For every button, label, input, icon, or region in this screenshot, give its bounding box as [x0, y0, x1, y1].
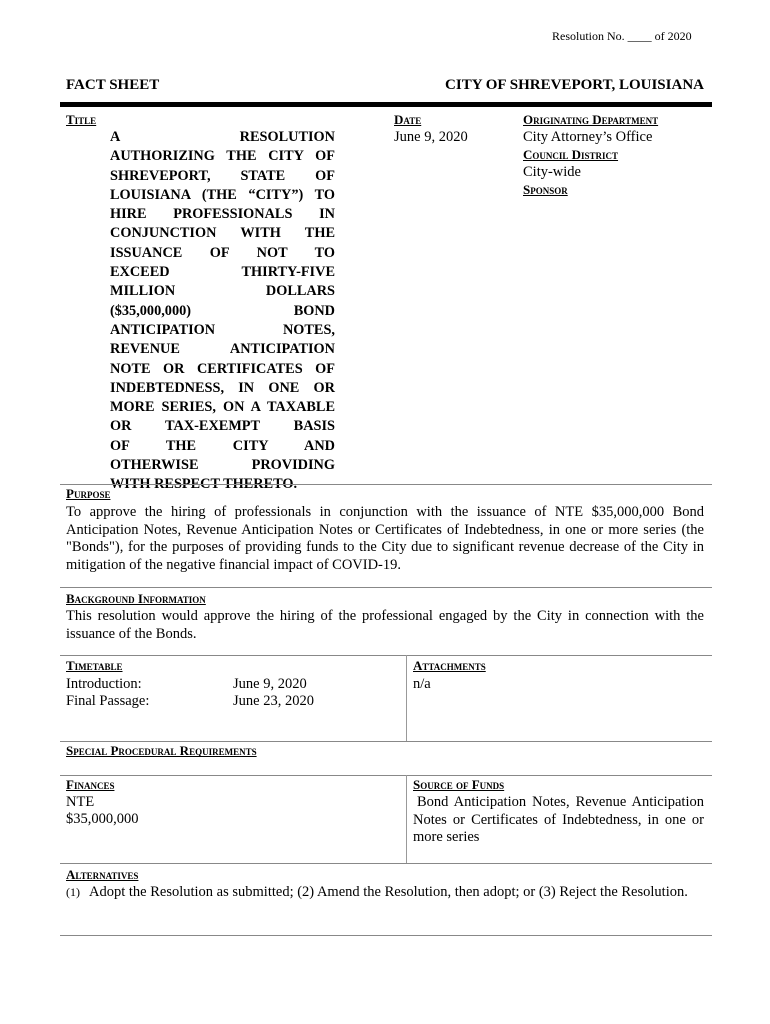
- timetable-row-introduction: [66, 676, 307, 694]
- alternatives-text: Adopt the Resolution as submitted; (2) Amend the Resolution, then adopt; or (3) Reject the Resolution.: [89, 884, 688, 900]
- divider: [60, 935, 712, 936]
- divider: [60, 775, 712, 776]
- column-divider: [406, 655, 407, 741]
- divider: [60, 655, 712, 656]
- special-procedural-label: Special Procedural Requirements: [66, 743, 257, 758]
- title-label: Title: [66, 112, 97, 127]
- timetable-row-final-passage: [66, 693, 314, 711]
- city-heading: CITY OF SHREVEPORT, LOUISIANA: [445, 77, 704, 93]
- title-line: OR TAX-EXEMPT BASIS: [110, 418, 335, 435]
- originating-department-label: Originating Department: [523, 112, 659, 127]
- title-line: ANTICIPATION NOTES,: [110, 321, 335, 338]
- alternatives-label: Alternatives: [66, 867, 139, 882]
- timetable-date: June 9, 2020: [233, 676, 307, 692]
- council-district-value: City-wide: [523, 164, 581, 180]
- title-line: LOUISIANA (THE “CITY”) TO: [110, 186, 335, 203]
- divider: [60, 587, 712, 588]
- timetable-label: Timetable: [66, 658, 123, 673]
- title-line: REVENUE ANTICIPATION: [110, 341, 335, 358]
- title-line: SHREVEPORT, STATE OF: [110, 167, 335, 184]
- council-district-label: Council District: [523, 147, 619, 162]
- title-line: WITH RESPECT THERETO.: [110, 476, 298, 493]
- attachments-label: Attachments: [413, 658, 486, 673]
- title-line: CONJUNCTION WITH THE: [110, 225, 335, 242]
- date-label: Date: [394, 112, 422, 127]
- resolution-number: [552, 29, 692, 44]
- title-line: MORE SERIES, ON A TAXABLE: [110, 399, 335, 416]
- background-label: Background Information: [66, 591, 206, 606]
- timetable-event: Introduction:: [66, 676, 142, 692]
- source-of-funds-text: Bond Anticipation Notes, Revenue Anticipation Notes or Certificates of Indebtedness, in one or more series: [413, 794, 704, 845]
- timetable-date: June 23, 2020: [233, 693, 314, 709]
- title-line: MILLION DOLLARS: [110, 283, 335, 300]
- divider: [60, 741, 712, 742]
- finances-label: Finances: [66, 777, 115, 792]
- title-line: INDEBTEDNESS, IN ONE OR: [110, 379, 335, 396]
- background-text: This resolution would approve the hiring of the professional engaged by the City in connection with the issuance of the Bonds.: [66, 608, 704, 642]
- resolution-suffix: of 2020: [654, 29, 692, 43]
- title-line: EXCEED THIRTY-FIVE: [110, 264, 335, 281]
- resolution-prefix: Resolution No.: [552, 29, 625, 43]
- title-line: A RESOLUTION: [110, 129, 335, 145]
- resolution-blank: ____: [627, 29, 652, 43]
- purpose-text: To approve the hiring of professionals in conjunction with the issuance of NTE $35,000,000 Bond Anticipation Notes, Revenue Anticipation Notes or Certificates of Indebtedness, in one or more series (the "Bonds"), for the purposes of providing funds to the City due to significant revenue decrease of the City in mitigation of the negative financial impact of COVID-19.: [66, 504, 704, 573]
- title-line: ($35,000,000) BOND: [110, 302, 335, 319]
- header-rule: [60, 102, 712, 107]
- date-value: June 9, 2020: [394, 129, 468, 145]
- divider: [60, 484, 712, 485]
- sponsor-label: Sponsor: [523, 182, 568, 197]
- alternatives-number: (1): [66, 885, 80, 899]
- purpose-label: Purpose: [66, 486, 111, 501]
- fact-sheet-heading: FACT SHEET: [66, 77, 160, 93]
- divider: [60, 863, 712, 864]
- title-line: OF THE CITY AND: [110, 437, 335, 454]
- attachments-value: n/a: [413, 676, 431, 692]
- title-text: [110, 128, 335, 495]
- title-line: ISSUANCE OF NOT TO: [110, 244, 335, 261]
- finances-amount: $35,000,000: [66, 811, 139, 827]
- originating-department-value: City Attorney’s Office: [523, 129, 653, 145]
- column-divider: [406, 775, 407, 863]
- source-of-funds-label: Source of Funds: [413, 777, 505, 792]
- title-line: HIRE PROFESSIONALS IN: [110, 206, 335, 223]
- title-line: AUTHORIZING THE CITY OF: [110, 148, 335, 165]
- timetable-event: Final Passage:: [66, 693, 150, 709]
- title-line: NOTE OR CERTIFICATES OF: [110, 360, 335, 377]
- finances-line-1: NTE: [66, 794, 95, 810]
- title-line: OTHERWISE PROVIDING: [110, 457, 335, 474]
